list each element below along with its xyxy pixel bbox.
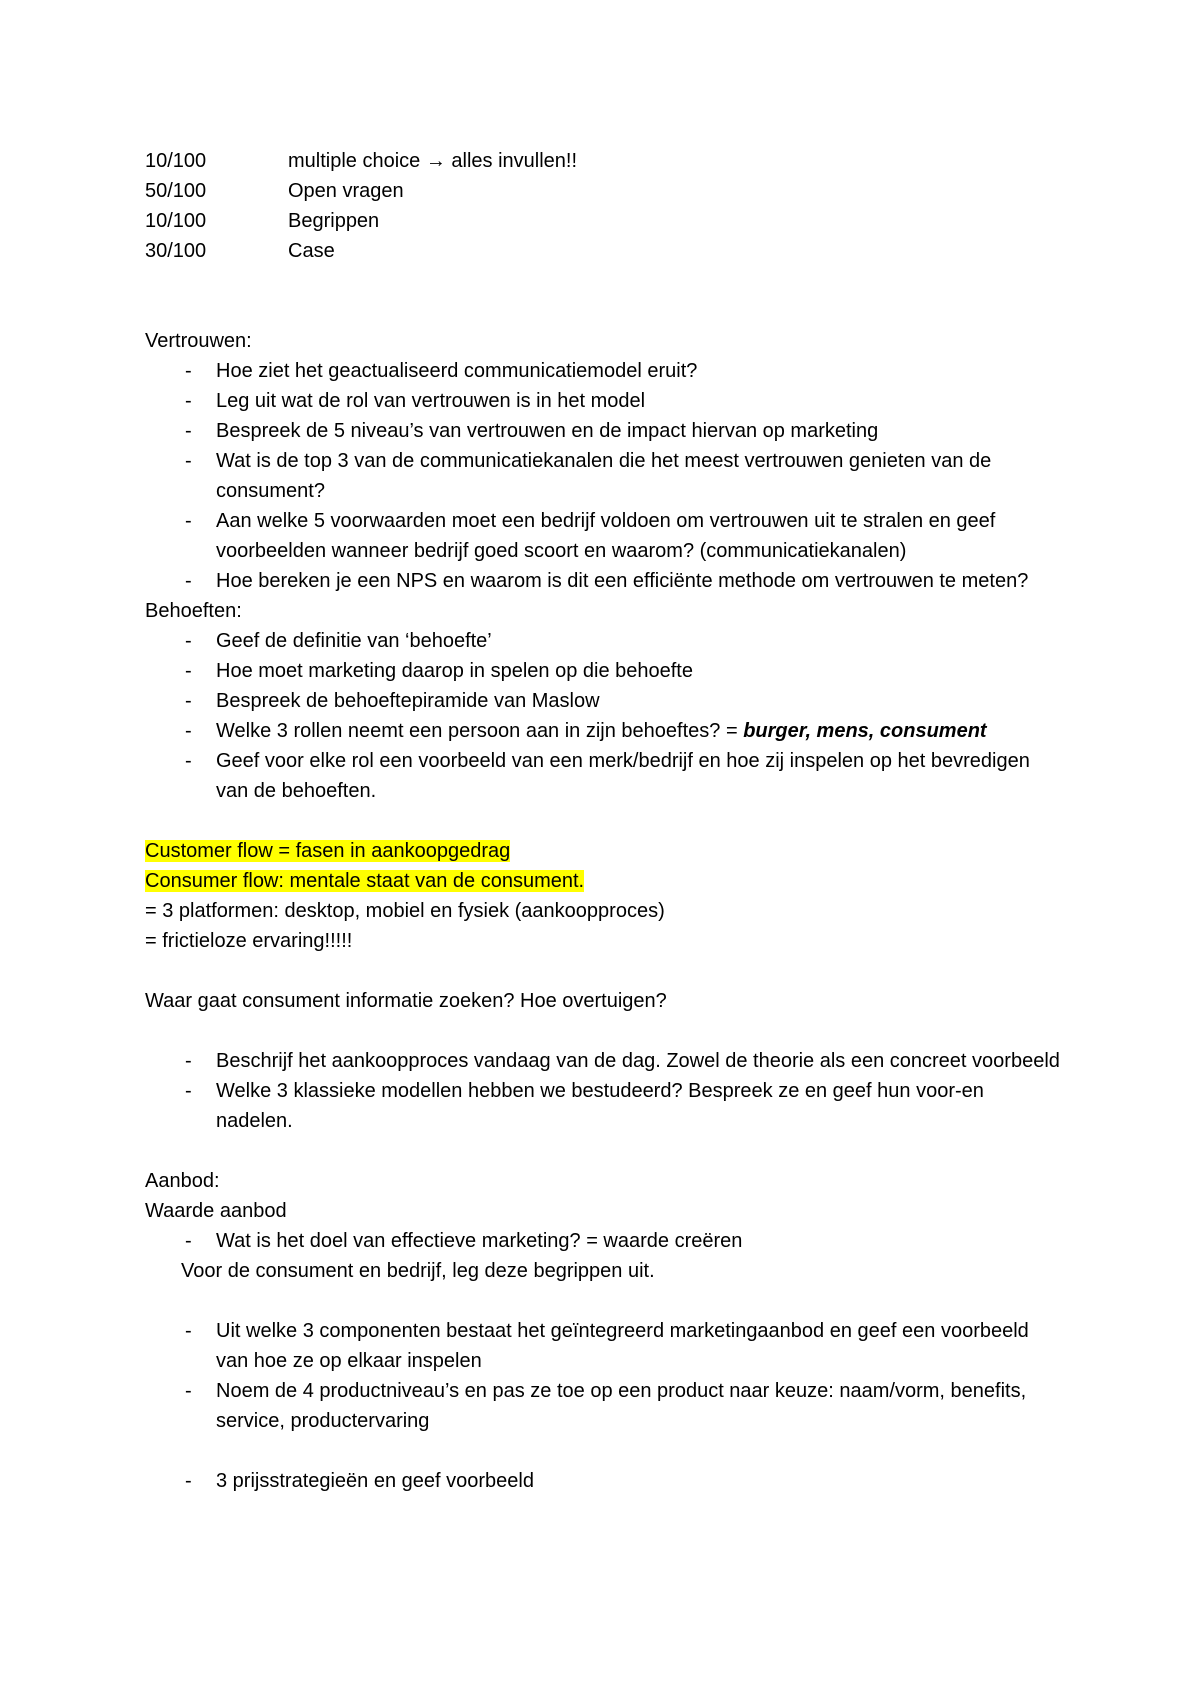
highlighted-text: Consumer flow: mentale staat van de consument. — [145, 870, 585, 892]
list-item — [145, 626, 1075, 656]
list-item — [145, 746, 1075, 806]
list-item-text: Hoe moet marketing daarop in spelen op die behoefte — [216, 660, 693, 682]
dash-bullet: - — [185, 750, 192, 772]
platforms-line: = 3 platformen: desktop, mobiel en fysiek (aankoopproces) — [145, 900, 665, 922]
dash-bullet: - — [185, 1380, 192, 1402]
score-label: Case — [288, 240, 335, 262]
spacer — [145, 296, 1075, 326]
dash-bullet: - — [185, 1050, 192, 1072]
frictieloos-line: = frictieloze ervaring!!!!! — [145, 930, 353, 952]
list-item — [145, 506, 1075, 566]
score-row — [145, 236, 1075, 266]
dash-bullet: - — [185, 630, 192, 652]
list-item-text: Geef voor elke rol een voorbeeld van een merk/bedrijf en hoe zij inspelen op het bevredigen van de behoeften. — [216, 750, 1030, 802]
list-item — [145, 686, 1075, 716]
score-value: 50/100 — [145, 180, 207, 202]
customer-flow-line — [145, 836, 1075, 866]
list-item — [145, 446, 1075, 506]
dash-bullet: - — [185, 1320, 192, 1342]
list-item-text — [216, 716, 1066, 746]
spacer — [145, 1136, 1075, 1166]
dash-bullet: - — [185, 420, 192, 442]
list-item-text: Aan welke 5 voorwaarden moet een bedrijf voldoen om vertrouwen uit te stralen en geef voorbeelden wanneer bedrijf goed scoort en waarom? (communicatiekanalen) — [216, 510, 996, 562]
list-item — [145, 716, 1075, 746]
list-item-text: Bespreek de 5 niveau’s van vertrouwen en de impact hiervan op marketing — [216, 420, 879, 442]
section-heading-behoeften: Behoeften: — [145, 600, 242, 622]
score-row — [145, 146, 1075, 176]
score-label-text: multiple choice — [288, 150, 421, 172]
arrow-icon: → — [425, 150, 446, 172]
list-item-text: Hoe bereken je een NPS en waarom is dit een efficiënte methode om vertrouwen te meten? — [216, 570, 1029, 592]
subheading-waarde-aanbod: Waarde aanbod — [145, 1200, 287, 1222]
score-label-suffix: alles invullen!! — [445, 150, 578, 172]
list-item-text: Leg uit wat de rol van vertrouwen is in het model — [216, 390, 646, 412]
spacer — [145, 1286, 1075, 1316]
list-item-text: Wat is het doel van effectieve marketing? = waarde creëren — [216, 1230, 743, 1252]
document-content — [145, 146, 1075, 1496]
list-item-text: Geef de definitie van ‘behoefte’ — [216, 630, 492, 652]
highlighted-text: Customer flow = fasen in aankoopgedrag — [145, 840, 511, 862]
score-row — [145, 206, 1075, 236]
list-item — [145, 386, 1075, 416]
score-label: Open vragen — [288, 180, 404, 202]
list-item — [145, 1316, 1075, 1376]
list-item — [145, 656, 1075, 686]
rollen-question: Welke 3 rollen neemt een persoon aan in zijn behoeftes? = — [216, 720, 744, 742]
spacer — [145, 1016, 1075, 1046]
score-row — [145, 176, 1075, 206]
dash-bullet: - — [185, 360, 192, 382]
list-item-text: Bespreek de behoeftepiramide van Maslow — [216, 690, 600, 712]
spacer — [145, 956, 1075, 986]
list-item-text: Noem de 4 productniveau’s en pas ze toe op een product naar keuze: naam/vorm, benefits, service, productervaring — [216, 1380, 1027, 1432]
score-value: 30/100 — [145, 240, 207, 262]
list-item-text: Hoe ziet het geactualiseerd communicatiemodel eruit? — [216, 360, 698, 382]
spacer — [145, 266, 1075, 296]
dash-bullet: - — [185, 450, 192, 472]
info-question: Waar gaat consument informatie zoeken? Hoe overtuigen? — [145, 990, 667, 1012]
list-item — [145, 416, 1075, 446]
dash-bullet: - — [185, 1080, 192, 1102]
score-label: Begrippen — [288, 210, 380, 232]
section-heading-vertrouwen: Vertrouwen: — [145, 330, 252, 352]
list-item — [145, 356, 1075, 386]
list-item — [145, 1466, 1075, 1496]
dash-bullet: - — [185, 1470, 192, 1492]
rollen-answer: burger, mens, consument — [743, 720, 987, 742]
spacer — [145, 806, 1075, 836]
consumer-flow-line — [145, 866, 1075, 896]
dash-bullet: - — [185, 1230, 192, 1252]
dash-bullet: - — [185, 660, 192, 682]
list-item — [145, 1376, 1075, 1436]
section-heading-aanbod: Aanbod: — [145, 1170, 220, 1192]
list-item — [145, 566, 1075, 596]
list-item-text: Welke 3 klassieke modellen hebben we bestudeerd? Bespreek ze en geef hun voor-en nadelen. — [216, 1080, 984, 1132]
list-item-text: Beschrijf het aankoopproces vandaag van de dag. Zowel de theorie als een concreet voorbeeld — [216, 1050, 1060, 1072]
dash-bullet: - — [185, 510, 192, 532]
list-item — [145, 1226, 1075, 1256]
list-item — [145, 1046, 1075, 1076]
score-label — [288, 146, 577, 176]
doel-followup: Voor de consument en bedrijf, leg deze begrippen uit. — [181, 1260, 655, 1282]
dash-bullet: - — [185, 390, 192, 412]
list-item-text: 3 prijsstrategieën en geef voorbeeld — [216, 1470, 534, 1492]
list-item-text: Wat is de top 3 van de communicatiekanalen die het meest vertrouwen genieten van de consument? — [216, 450, 992, 502]
list-item-text: Uit welke 3 componenten bestaat het geïntegreerd marketingaanbod en geef een voorbeeld van hoe ze op elkaar inspelen — [216, 1320, 1029, 1372]
spacer — [145, 1436, 1075, 1466]
dash-bullet: - — [185, 570, 192, 592]
score-value: 10/100 — [145, 210, 207, 232]
dash-bullet: - — [185, 720, 192, 742]
score-value: 10/100 — [145, 150, 207, 172]
list-item — [145, 1076, 1075, 1136]
dash-bullet: - — [185, 690, 192, 712]
